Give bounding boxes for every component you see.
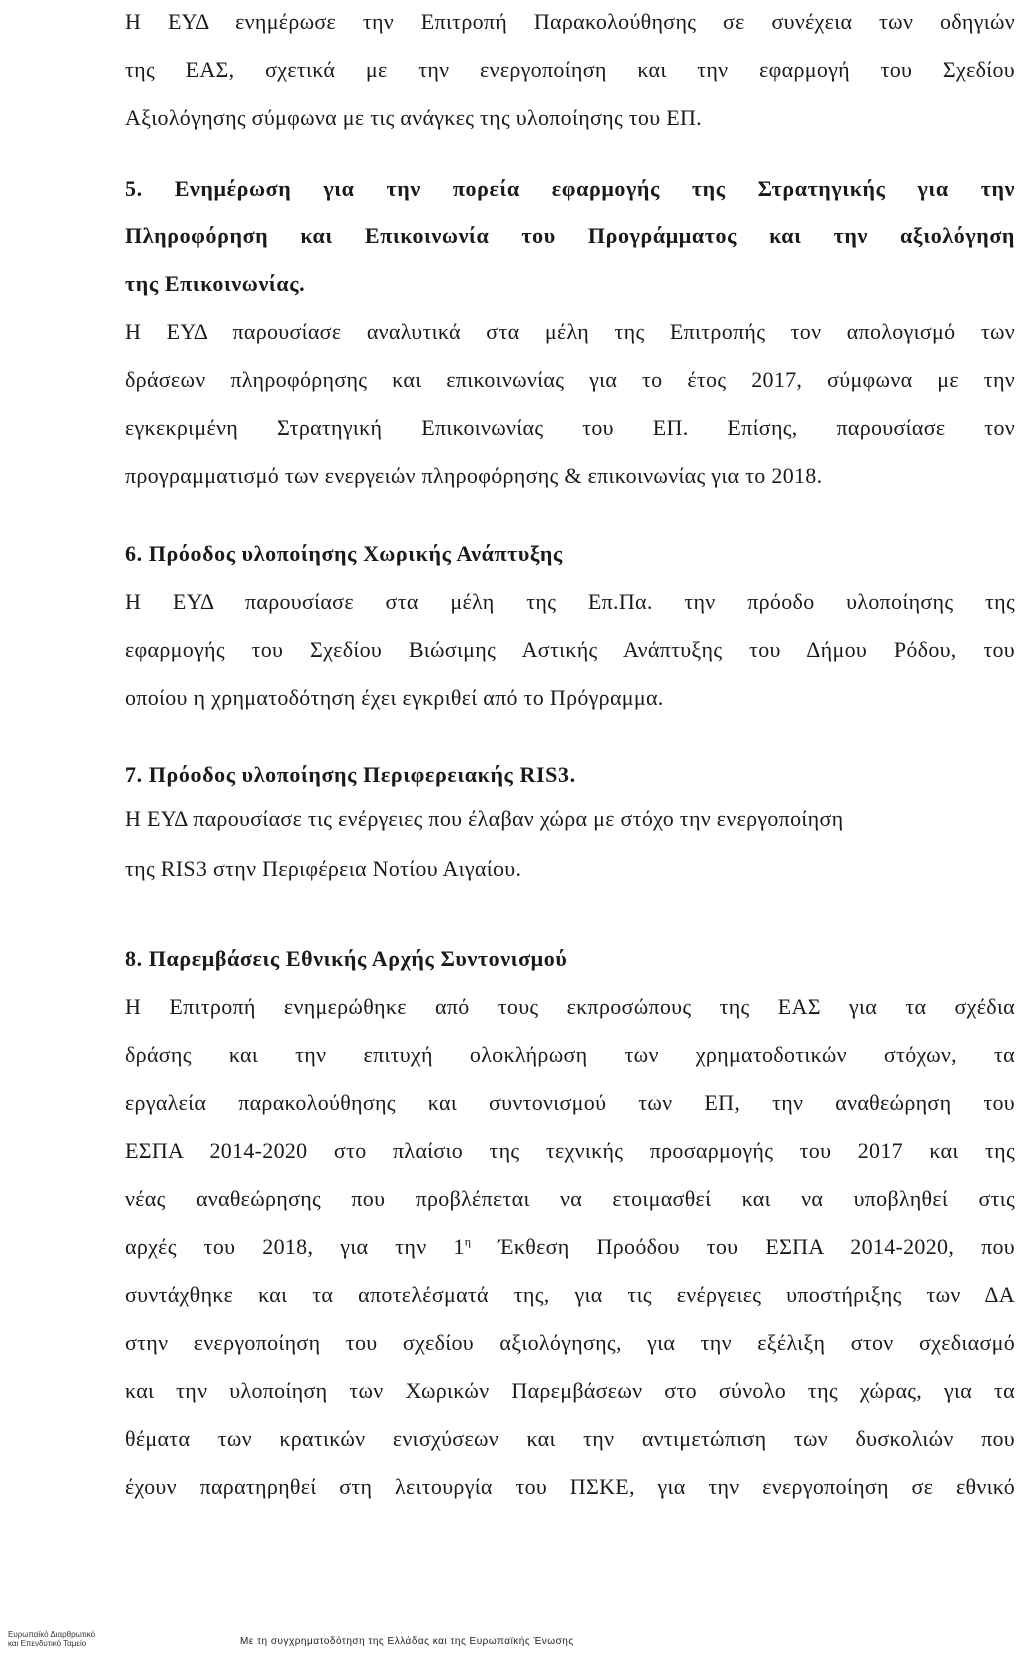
section-8-text: εργαλεία παρακολούθησης και συντονισμού των ΕΠ, την αναθεώρηση του [125, 1090, 1015, 1115]
intro-line: της ΕΑΣ, σχετικά με την ενεργοποίηση και την εφαρμογή του Σχεδίου [125, 57, 1015, 82]
section-8-text [125, 1233, 1015, 1261]
section-8-text: Η Επιτροπή ενημερώθηκε από τους εκπροσώπους της ΕΑΣ για τα σχέδια [125, 994, 1015, 1019]
section-6-heading: 6. Πρόοδος υλοποίησης Χωρικής Ανάπτυξης [125, 541, 563, 566]
intro-line: Η ΕΥΔ ενημέρωσε την Επιτροπή Παρακολούθησης σε συνέχεια των οδηγιών [125, 9, 1015, 34]
section-7-text: Η ΕΥΔ παρουσίασε τις ενέργειες που έλαβαν χώρα με στόχο την ενεργοποίηση [125, 806, 844, 831]
section-5-text: Η ΕΥΔ παρουσίασε αναλυτικά στα μέλη της Επιτροπής τον απολογισμό των [125, 319, 1015, 344]
section-5-heading: 5. Ενημέρωση για την πορεία εφαρμογής της Στρατηγικής για την [125, 176, 1015, 201]
footer-cofunding-text: Με τη συγχρηματοδότηση της Ελλάδας και της Ευρωπαϊκής Ένωσης [240, 1636, 574, 1647]
section-5-heading: της Επικοινωνίας. [125, 271, 306, 296]
section-8-text: και την υλοποίηση των Χωρικών Παρεμβάσεων στο σύνολο της χώρας, για τα [125, 1378, 1015, 1403]
section-8-text-start: αρχές του 2018, για την 1 [125, 1234, 465, 1259]
section-7-text: της RIS3 στην Περιφέρεια Νοτίου Αιγαίου. [125, 856, 522, 881]
section-5-heading: Πληροφόρηση και Επικοινωνία του Προγράμματος και την αξιολόγηση [125, 223, 1015, 248]
section-5-text: δράσεων πληροφόρησης και επικοινωνίας για το έτος 2017, σύμφωνα με την [125, 367, 1015, 392]
section-8-heading: 8. Παρεμβάσεις Εθνικής Αρχής Συντονισμού [125, 946, 568, 971]
section-8-text: στην ενεργοποίηση του σχεδίου αξιολόγησης, για την εξέλιξη στον σχεδιασμό [125, 1330, 1015, 1355]
section-8-text: συντάχθηκε και τα αποτελέσματά της, για τις ενέργειες υποστήριξης των ΔΑ [125, 1282, 1015, 1307]
section-8-text: θέματα των κρατικών ενισχύσεων και την αντιμετώπιση των δυσκολιών που [125, 1426, 1015, 1451]
section-8-text: έχουν παρατηρηθεί στη λειτουργία του ΠΣΚΕ, για την ενεργοποίηση σε εθνικό [125, 1474, 1015, 1499]
section-8-text-rest: Έκθεση Προόδου του ΕΣΠΑ 2014-2020, που [471, 1234, 1015, 1259]
section-6-text: εφαρμογής του Σχεδίου Βιώσιμης Αστικής Ανάπτυξης του Δήμου Ρόδου, του [125, 637, 1015, 662]
section-8-text: δράσης και την επιτυχή ολοκλήρωση των χρηματοδοτικών στόχων, τα [125, 1042, 1015, 1067]
section-5-text: προγραμματισμό των ενεργειών πληροφόρησης & επικοινωνίας για το 2018. [125, 463, 823, 488]
footer-fund-line: Ευρωπαϊκό Διαρθρωτικό [8, 1630, 96, 1639]
section-5-text: εγκεκριμένη Στρατηγική Επικοινωνίας του ΕΠ. Επίσης, παρουσίασε τον [125, 415, 1015, 440]
section-8-text: νέας αναθεώρησης που προβλέπεται να ετοιμασθεί και να υποβληθεί στις [125, 1186, 1015, 1211]
section-6-text: οποίου η χρηματοδότηση έχει εγκριθεί από το Πρόγραμμα. [125, 685, 664, 710]
intro-line: Αξιολόγησης σύμφωνα με τις ανάγκες της υλοποίησης του ΕΠ. [125, 105, 702, 130]
section-7-heading: 7. Πρόοδος υλοποίησης Περιφερειακής RIS3. [125, 762, 576, 787]
footer-fund-line: και Επενδυτικό Ταμείο [8, 1639, 87, 1648]
section-6-text: Η ΕΥΔ παρουσίασε στα μέλη της Επ.Πα. την πρόοδο υλοποίησης της [125, 589, 1015, 614]
section-8-text: ΕΣΠΑ 2014-2020 στο πλαίσιο της τεχνικής προσαρμογής του 2017 και της [125, 1138, 1015, 1163]
superscript: η [464, 1234, 472, 1249]
footer-fund-label [8, 1630, 95, 1648]
